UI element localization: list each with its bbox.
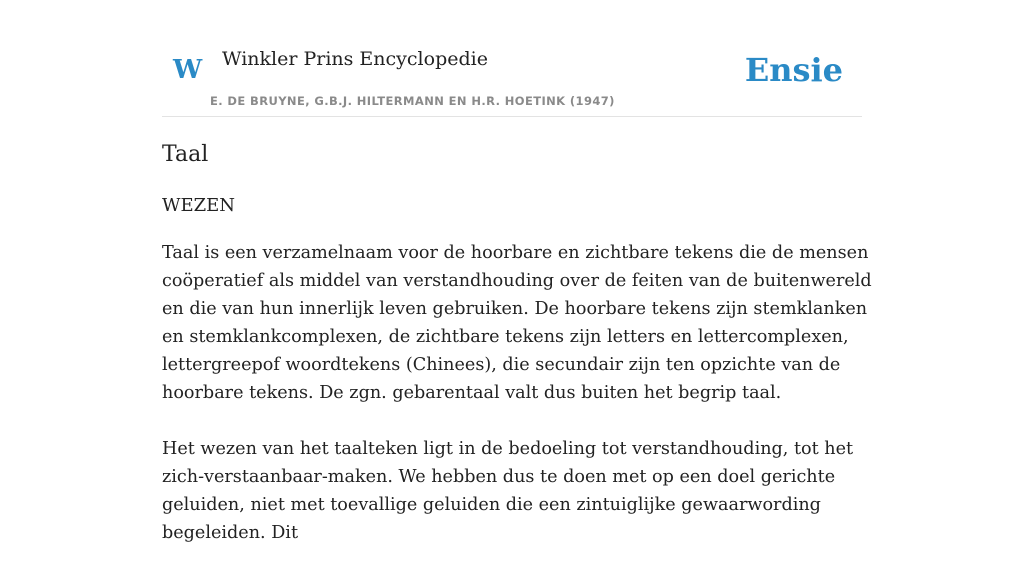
section-heading: WEZEN — [162, 195, 236, 216]
winkler-prins-logo[interactable]: W — [173, 55, 203, 85]
source-title[interactable]: Winkler Prins Encyclopedie — [222, 48, 488, 70]
source-header — [162, 0, 862, 117]
article-title: Taal — [162, 142, 209, 167]
source-authors: E. DE BRUYNE, G.B.J. HILTERMANN EN H.R. HOETINK (1947) — [210, 94, 615, 108]
article-body — [162, 239, 874, 575]
ensie-brand-logo[interactable]: Ensie — [744, 51, 843, 89]
paragraph: Het wezen van het taalteken ligt in de bedoeling tot verstandhouding, tot het zich-verstaanbaar-maken. We hebben dus te doen met op een doel gerichte geluiden, niet met toevallige geluiden die een zintuiglijke gewaarwording begeleiden. Dit — [162, 439, 854, 543]
paragraph: Taal is een verzamelnaam voor de hoorbare en zichtbare tekens die de mensen coöperatief als middel van verstandhouding over de feiten van de buitenwereld en die van hun innerlijk leven gebruiken. De hoorbare tekens zijn stemklanken en stemklankcomplexen, de zichtbare tekens zijn letters en lettercomplexen, lettergreepof woordtekens (Chinees), die secundair zijn ten opzichte van de hoorbare tekens. De zgn. gebarentaal valt dus buiten het begrip taal. — [162, 243, 872, 403]
content-column — [162, 0, 872, 543]
